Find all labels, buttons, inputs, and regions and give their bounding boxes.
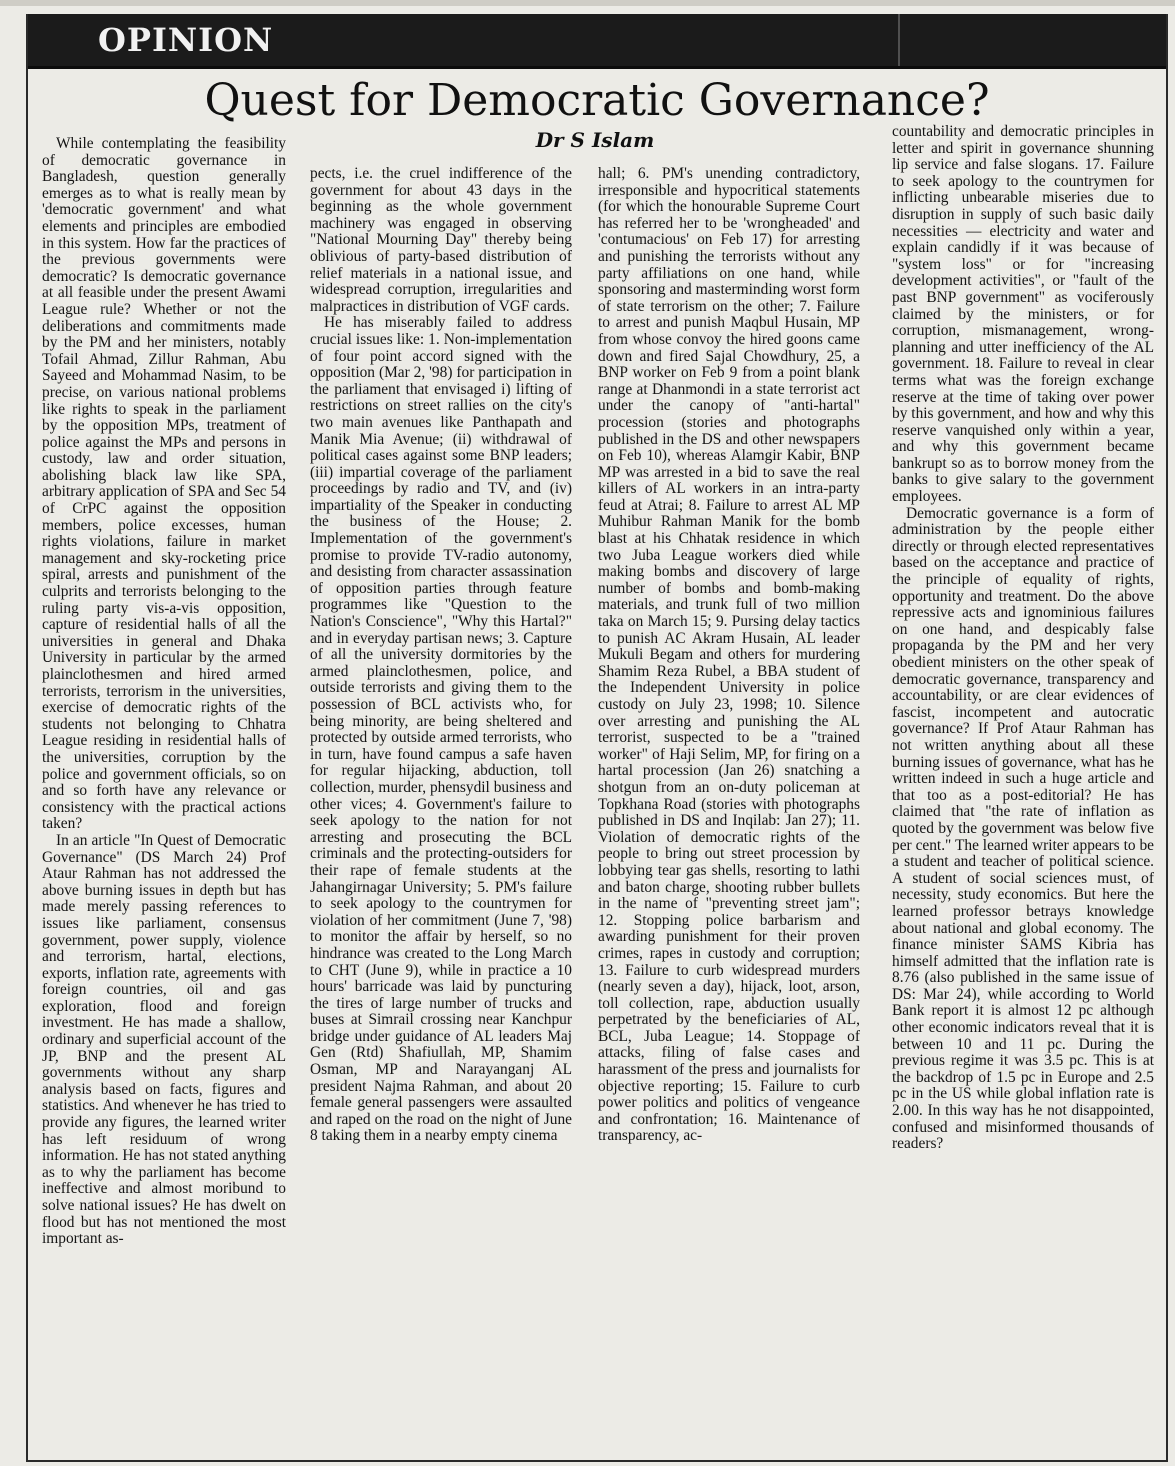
article-column-1 [42, 136, 286, 1248]
section-label: OPINION [98, 21, 274, 59]
bottom-border-rule [26, 1460, 1168, 1462]
left-border-rule [26, 14, 28, 1462]
article-column-2 [310, 166, 572, 1145]
banner-divider [898, 14, 900, 66]
section-banner [28, 14, 1166, 69]
article-headline: Quest for Democratic Governance? [204, 75, 990, 126]
article-byline: Dr S Islam [535, 128, 655, 152]
right-border-rule [1166, 14, 1168, 1462]
paragraph: He has miserably failed to address crucial issues like: 1. Non-implementation of four point accord signed with the opposition (Mar 2, '98) for participation in the parliament that envisaged i) lifting of restrictions on street rallies on the city's two main avenues like Panthapath and Manik Mia Avenue; (ii) withdrawal of political cases against some BNP leaders; (iii) impartial coverage of the parliament proceedings by radio and TV, and (iv) impartiality of the Speaker in conducting the business of the House; 2. Implementation of the government's promise to provide TV-radio autonomy, and desisting from character assassination of opposition parties through feature programmes like "Question to the Nation's Conscience", "Why this Hartal?" and in everyday partisan news; 3. Capture of all the university dormitories by the armed plainclothesmen, police, and outside terrorists and giving them to the possession of BCL activists who, for being minority, are being sheltered and protected by outside armed terrorists, who in turn, have found campus a safe haven for regular hijacking, abduction, toll collection, murder, phensydil business and other vices; 4. Government's failure to seek apology to the nation for not arresting and prosecuting the BCL criminals and the protecting-outsiders for their rape of female students at the Jahangirnagar University; 5. PM's failure to seek apology to the countrymen for violation of her commitment (June 7, '98) to monitor the affair by herself, so no hindrance was created to the Long March to CHT (June 9), while in practice a 10 hours' barricade was laid by puncturing the tires of large number of trucks and buses at Simrail crossing near Kanchpur bridge under guidance of AL leaders Maj Gen (Rtd) Shafiullah, MP, Shamim Osman, MP and Narayanganj AL president Najma Rahman, and about 20 female general passengers were assaulted and raped on the road on the night of June 8 taking them in a nearby empty cinema [310, 314, 572, 1145]
article-column-3 [598, 166, 860, 1145]
top-rule [0, 0, 1175, 6]
paragraph: countability and democratic principles in letter and spirit in governance shunning lip service and false slogans. 17. Failure to seek apology to the countrymen for inflicting unbearable miseries due to disruption in supply of such basic daily necessities — electricity and water and explain candidly if it was because of "system loss" or for "increasing development activities", or "fault of the past BNP government" as vociferously claimed by the ministers, or for corruption, mismanagement, wrong-planning and utter inefficiency of the AL government. 18. Failure to reveal in clear terms what was the foreign exchange reserve at the time of taking over power by this government, and how and why this reserve vanquished only within a year, and why this government became bankrupt so as to borrow money from the banks to give salary to the government employees. [892, 123, 1154, 506]
paragraph: pects, i.e. the cruel indifference of the government for about 43 days in the beginning as the whole government machinery was engaged in observing "National Mourning Day" thereby being oblivious of party-based distribution of relief materials in a national issue, and widespread corruption, irregularities and malpractices in distribution of VGF cards. [310, 165, 572, 315]
paragraph: Democratic governance is a form of administration by the people either directly or through elected representatives based on the acceptance and practice of the principle of equality of rights, opportunity and treatment. Do the above repressive acts and ignominious failures on one hand, and despicably false propaganda by the PM and her very obedient ministers on the other speak of democratic governance, transparency and accountability, or are clear evidences of fascist, incompetent and autocratic governance? If Prof Ataur Rahman has not written anything about all these burning issues of governance, what has he written indeed in such a huge article and that too as a post-editorial? He has claimed that "the rate of inflation as quoted by the government was below five per cent." The learned writer appears to be a student and teacher of political science. A student of social sciences must, of necessity, study economics. But here the learned professor betrays knowledge about national and global economy. The finance minister SAMS Kibria has himself admitted that the inflation rate is 8.76 (also published in the same issue of DS: Mar 24), while according to World Bank report it is almost 12 pc although other economic indicators reveal that it is between 10 and 11 pc. During the previous regime it was 3.5 pc. This is at the backdrop of 1.5 pc in Europe and 2.5 pc in the US while global inflation rate is 2.00. In this way has he not disappointed, confused and misinformed thousands of readers? [892, 504, 1154, 1153]
paragraph: In an article "In Quest of Democratic Governance" (DS March 24) Prof Ataur Rahman has not addressed the above burning issues in depth but has made merely passing references to issues like parliament, consensus government, power supply, violence and terrorism, hartal, elections, exports, inflation rate, agreements with foreign countries, oil and gas exploration, flood and foreign investment. He has made a shallow, ordinary and superficial account of the JP, BNP and the present AL governments without any sharp analysis based on facts, figures and statistics. And whenever he has tried to provide any figures, the learned writer has left residuum of wrong information. He has not stated anything as to why the parliament has become ineffective and almost moribund to solve national issues? He has dwelt on flood but has not mentioned the most important as- [42, 831, 286, 1248]
article-column-4 [892, 124, 1154, 1153]
paragraph: While contemplating the feasibility of democratic governance in Bangladesh, question generally emerges as to what is really mean by 'democratic government' and what elements and principles are embodied in this system. How far the practices of the previous governments were democratic? Is democratic governance at all feasible under the present Awami League rule? Whether or not the deliberations and commitments made by the PM and her ministers, notably Tofail Ahmad, Zillur Rahman, Abu Sayeed and Mohammad Nasim, to be precise, on various national problems like rights to speak in the parliament by the opposition MPs, treatment of police against the MPs and persons in custody, law and order situation, abolishing black law like SPA, arbitrary application of SPA and Sec 54 of CrPC against the opposition members, police excesses, human rights violations, failure in market management and sky-rocketing price spiral, arrests and punishment of the culprits and terrorists belonging to the ruling party vis-a-vis opposition, capture of residential halls of all the universities in general and Dhaka University in particular by the armed plainclothesmen and hired armed terrorists, terrorism in the universities, exercise of democratic rights of the students not belonging to Chhatra League residing in residential halls of the universities, corruption by the police and government officials, so on and so forth have any relevance or consistency with the practical actions taken? [42, 135, 286, 833]
paragraph: hall; 6. PM's unending contradictory, irresponsible and hypocritical statements (for which the honourable Supreme Court has referred her to be 'wrongheaded' and 'contumacious' on Feb 17) for arresting and punishing the terrorists without any party affiliations on one hand, while sponsoring and masterminding worst form of state terrorism on the other; 7. Failure to arrest and punish Maqbul Husain, MP from whose convoy the hired goons came down and fired Sajal Chowdhury, 25, a BNP worker on Feb 9 from a point blank range at Dhanmondi in a state terrorist act under the canopy of "anti-hartal" procession (stories and photographs published in the DS and other newspapers on Feb 10), whereas Alamgir Kabir, BNP MP was arrested in a bid to save the real killers of AL workers in an intra-party feud at Atrai; 8. Failure to arrest AL MP Muhibur Rahman Manik for the bomb blast at his Chhatak residence in which two Juba League workers died while making bombs and discovery of large number of bombs and bomb-making materials, and trunk full of two million taka on March 15; 9. Pursing delay tactics to punish AC Akram Husain, AL leader Mukuli Begam and others for murdering Shamim Reza Rubel, a BBA student of the Independent University in police custody on July 23, 1998; 10. Silence over arresting and punishing the AL terrorist, suspected to be a "trained worker" of Haji Selim, MP, for firing on a hartal procession (Jan 26) snatching a shotgun from an on-duty policeman at Topkhana Road (stories with photographs published in DS and Inqilab: Jan 27); 11. Violation of democratic rights of the people to bring out street procession by lobbying tear gas shells, resorting to lathi and baton charge, shooting rubber bullets in the name of "preventing street jam"; 12. Stopping police barbarism and awarding punishment for their proven crimes, rapes in custody and corruption; 13. Failure to curb widespread murders (nearly seven a day), hijack, loot, arson, toll collection, rape, abduction usually perpetrated by the beneficiaries of AL, BCL, Juba League; 14. Stoppage of attacks, filing of false cases and harassment of the press and journalists for objective reporting; 15. Failure to curb power politics and politics of vengeance and confrontation; 16. Maintenance of transparency, ac- [598, 165, 860, 1145]
